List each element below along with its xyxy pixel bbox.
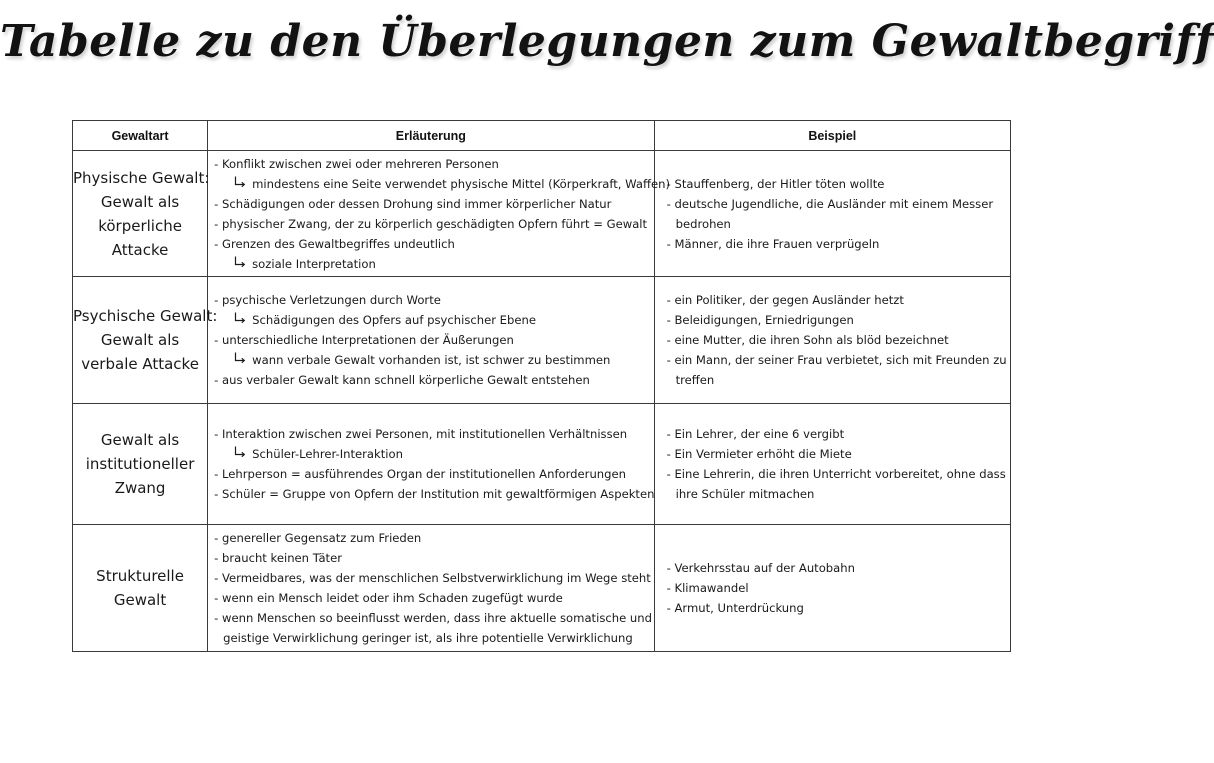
violence-type-cell <box>73 277 218 404</box>
item-text: - genereller Gegensatz zum Frieden <box>214 531 422 545</box>
item-text: - Grenzen des Gewaltbegriffes undeutlich <box>214 236 455 251</box>
violence-type-line: Psychische Gewalt: <box>73 307 218 325</box>
list-item <box>214 528 649 548</box>
sub-point <box>214 254 649 274</box>
example-cell <box>654 277 1010 404</box>
list-item <box>667 424 1006 444</box>
item-text: - braucht keinen Täter <box>214 551 342 565</box>
violence-type-line: Gewalt als <box>100 192 180 211</box>
list-item <box>667 598 1006 618</box>
item-text: wann verbale Gewalt vorhanden ist, ist schwer zu bestimmen <box>252 353 611 367</box>
item-text: Schädigungen des Opfers auf psychischer Ebene <box>252 313 536 327</box>
item-text: - Interaktion zwischen zwei Personen, mit institutionellen Verhältnissen <box>214 427 628 441</box>
list-item <box>214 484 655 504</box>
list-item <box>214 154 649 174</box>
list-item <box>667 464 1006 484</box>
example-cell <box>654 404 1010 525</box>
arrow-icon <box>234 312 246 326</box>
item-text: Schüler-Lehrer-Interaktion <box>252 447 403 461</box>
item-text: - wenn ein Mensch leidet oder ihm Schaden zugefügt wurde <box>214 591 563 605</box>
table-row <box>73 277 1011 404</box>
violence-type-cell <box>73 404 208 525</box>
item-text: - Beleidigungen, Erniedrigungen <box>666 313 854 327</box>
item-text: - Vermeidbares, was der menschlichen Selbstverwirklichung im Wege steht <box>214 571 651 585</box>
item-text: - unterschiedliche Interpretationen der Äußerungen <box>214 333 514 347</box>
item-text: - Männer, die ihre Frauen verprügeln <box>666 236 880 251</box>
example-cell <box>654 151 1010 277</box>
list-item <box>214 214 649 234</box>
table-row <box>73 404 1011 525</box>
explanation-cell <box>208 151 670 277</box>
list-item <box>667 174 1006 194</box>
list-item <box>667 214 1006 234</box>
example-cell <box>654 525 1010 652</box>
violence-type-line: Gewalt als <box>100 331 180 349</box>
list-item <box>214 370 649 390</box>
item-text: mindestens eine Seite verwendet physische Mittel (Körperkraft, Waffen) <box>252 176 670 191</box>
violence-type-line: Strukturelle <box>96 567 184 585</box>
header-explanation: Erläuterung <box>208 121 654 151</box>
sub-point <box>214 310 649 330</box>
item-text: treffen <box>675 373 715 387</box>
list-item <box>214 290 649 310</box>
item-text: - Klimawandel <box>666 581 749 595</box>
violence-type-line: verbale Attacke <box>81 355 199 373</box>
list-item <box>214 424 649 444</box>
arrow-icon <box>234 446 246 460</box>
arrow-icon <box>234 176 246 190</box>
sub-point <box>214 350 649 370</box>
violence-type-cell <box>73 525 208 652</box>
sub-point <box>214 444 649 464</box>
list-item <box>214 628 649 648</box>
item-text: - wenn Menschen so beeinflusst werden, dass ihre aktuelle somatische und <box>214 611 652 625</box>
sub-point <box>214 174 670 194</box>
list-item <box>667 330 1006 350</box>
list-item <box>667 578 1006 598</box>
violence-type-line: Physische Gewalt: <box>73 168 210 187</box>
arrow-icon <box>234 256 246 270</box>
table-header-row <box>73 121 1011 151</box>
list-item <box>667 350 1006 370</box>
list-item <box>214 588 649 608</box>
item-text: - Lehrperson = ausführendes Organ der institutionellen Anforderungen <box>214 467 626 481</box>
explanation-cell <box>208 404 654 525</box>
list-item <box>214 194 649 214</box>
item-text: - psychische Verletzungen durch Worte <box>214 293 441 307</box>
item-text: - deutsche Jugendliche, die Ausländer mit einem Messer <box>666 196 994 211</box>
header-type: Gewaltart <box>73 121 208 151</box>
item-text: - eine Mutter, die ihren Sohn als blöd bezeichnet <box>666 333 949 347</box>
item-text: - Eine Lehrerin, die ihren Unterricht vorbereitet, ohne dass <box>666 467 1006 481</box>
item-text: - Armut, Unterdrückung <box>666 601 804 615</box>
list-item <box>667 370 1006 390</box>
table-row <box>73 525 1011 652</box>
violence-type-cell <box>73 151 208 277</box>
list-item <box>667 290 1006 310</box>
item-text: - physischer Zwang, der zu körperlich geschädigten Opfern führt = Gewalt <box>214 216 648 231</box>
item-text: - Verkehrsstau auf der Autobahn <box>666 561 855 575</box>
list-item <box>214 330 649 350</box>
explanation-cell <box>208 525 654 652</box>
item-text: - Ein Vermieter erhöht die Miete <box>666 447 852 461</box>
list-item <box>667 558 1006 578</box>
list-item <box>667 484 1006 504</box>
table-row <box>73 151 1011 277</box>
list-item <box>667 234 1006 254</box>
item-text: soziale Interpretation <box>252 256 376 271</box>
violence-type-line: körperliche <box>98 216 182 235</box>
item-text: ihre Schüler mitmachen <box>675 487 815 501</box>
item-text: - Schädigungen oder dessen Drohung sind immer körperlicher Natur <box>214 196 612 211</box>
explanation-cell <box>208 277 654 404</box>
violence-type-line: Zwang <box>114 479 166 497</box>
list-item <box>214 568 649 588</box>
list-item <box>214 608 652 628</box>
violence-type-line: Gewalt als <box>100 431 180 449</box>
violence-type-line: Attacke <box>111 240 169 259</box>
item-text: - Konflikt zwischen zwei oder mehreren Personen <box>214 156 499 171</box>
item-text: bedrohen <box>675 216 731 231</box>
item-text: - Stauffenberg, der Hitler töten wollte <box>666 176 885 191</box>
item-text: - ein Mann, der seiner Frau verbietet, sich mit Freunden zu <box>666 353 1007 367</box>
arrow-icon <box>234 352 246 366</box>
list-item <box>214 464 649 484</box>
violence-type-line: Gewalt <box>113 591 167 609</box>
list-item <box>667 444 1006 464</box>
list-item <box>667 194 1006 214</box>
page-title: Tabelle zu den Überlegungen zum Gewaltbegriff <box>0 16 1214 67</box>
violence-type-line: institutioneller <box>85 455 195 473</box>
header-example: Beispiel <box>654 121 1010 151</box>
item-text: - Schüler = Gruppe von Opfern der Institution mit gewaltförmigen Aspekten <box>214 487 655 501</box>
item-text: - aus verbaler Gewalt kann schnell körperliche Gewalt entstehen <box>214 373 590 387</box>
violence-types-table <box>72 120 1011 652</box>
list-item <box>214 234 649 254</box>
item-text: - ein Politiker, der gegen Ausländer hetzt <box>666 293 904 307</box>
list-item <box>214 548 649 568</box>
item-text: geistige Verwirklichung geringer ist, als ihre potentielle Verwirklichung <box>223 631 633 645</box>
item-text: - Ein Lehrer, der eine 6 vergibt <box>666 427 845 441</box>
list-item <box>667 310 1006 330</box>
